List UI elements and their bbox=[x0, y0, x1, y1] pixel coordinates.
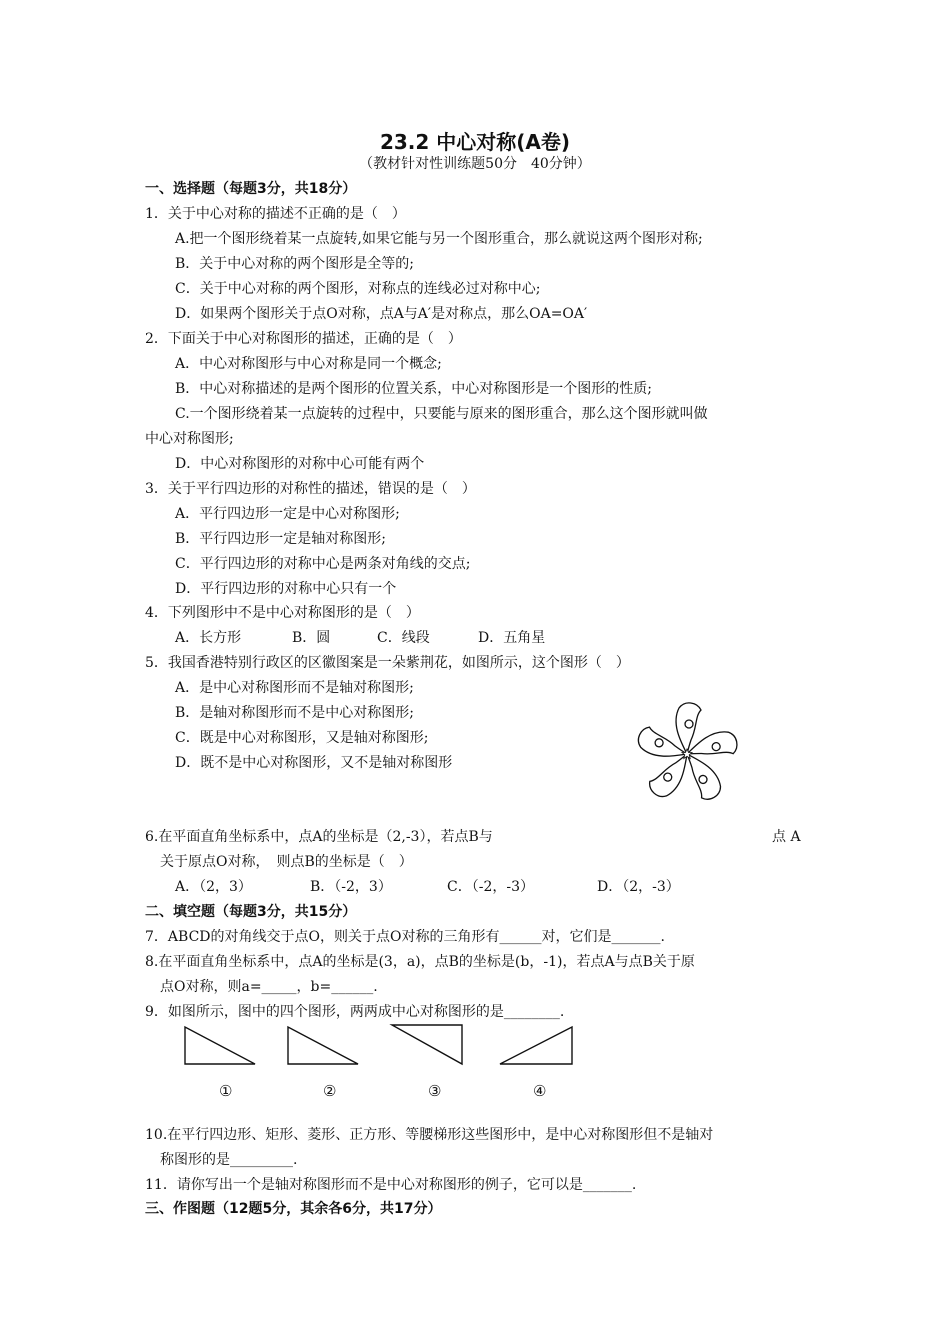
q6-stem-tail: 点 A bbox=[772, 829, 801, 845]
q9-label-4: ④ bbox=[533, 1082, 547, 1100]
q5-option-d: D．既不是中心对称图形，又不是轴对称图形 bbox=[175, 755, 453, 771]
q1-option-c: C．关于中心对称的两个图形，对称点的连线必过对称中心; bbox=[175, 281, 541, 297]
q5-option-b: B．是轴对称图形而不是中心对称图形; bbox=[175, 705, 415, 721]
q9-label-1: ① bbox=[219, 1082, 233, 1100]
q10-line2: 称图形的是_________. bbox=[160, 1152, 298, 1168]
q4-option-a: A．长方形 bbox=[175, 630, 242, 646]
page-subtitle: （教材针对性训练题50分 40分钟） bbox=[359, 156, 591, 172]
q6-option-b: B．（-2，3） bbox=[310, 879, 392, 895]
q4-option-c: C．线段 bbox=[377, 630, 430, 646]
q4-stem: 4．下列图形中不是中心对称图形的是（ ） bbox=[145, 605, 420, 621]
q5-option-a: A．是中心对称图形而不是轴对称图形; bbox=[175, 680, 414, 696]
q2-stem: 2．下面关于中心对称图形的描述，正确的是（ ） bbox=[145, 331, 462, 347]
triangle-2 bbox=[288, 1027, 358, 1064]
q9-triangles-figure bbox=[180, 1022, 580, 1070]
q6-stem: 6.在平面直角坐标系中，点A的坐标是（2,-3），若点B与 bbox=[145, 829, 493, 845]
q1-option-d: D．如果两个图形关于点O对称，点A与A′是对称点，那么OA=OA′ bbox=[175, 306, 588, 322]
q3-option-d: D．平行四边形的对称中心只有一个 bbox=[175, 581, 397, 597]
section-heading-drawing: 三、作图题（12题5分，其余各6分，共17分） bbox=[145, 1201, 442, 1217]
q9-label-2: ② bbox=[323, 1082, 337, 1100]
q11: 11．请你写出一个是轴对称图形而不是中心对称图形的例子，它可以是_______. bbox=[145, 1177, 637, 1193]
q3-option-c: C．平行四边形的对称中心是两条对角线的交点; bbox=[175, 556, 471, 572]
q9: 9．如图所示，图中的四个图形，两两成中心对称图形的是________. bbox=[145, 1004, 565, 1020]
triangle-4 bbox=[500, 1027, 572, 1064]
q2-option-a: A．中心对称图形与中心对称是同一个概念; bbox=[175, 356, 442, 372]
section-heading-fill: 二、填空题（每题3分，共15分） bbox=[145, 904, 357, 920]
section-heading-choice: 一、选择题（每题3分，共18分） bbox=[145, 181, 357, 197]
q7: 7．ABCD的对角线交于点O，则关于点O对称的三角形有______对，它们是_______. bbox=[145, 929, 665, 945]
q5-option-c: C．既是中心对称图形，又是轴对称图形; bbox=[175, 730, 429, 746]
q6-option-d: D．（2，-3） bbox=[597, 879, 680, 895]
q2-option-c-cont: 中心对称图形; bbox=[145, 431, 234, 447]
q1-option-a: A.把一个图形绕着某一点旋转,如果它能与另一个图形重合，那么就说这两个图形对称; bbox=[175, 231, 703, 247]
q6-option-a: A．（2，3） bbox=[175, 879, 252, 895]
q2-option-c: C.一个图形绕着某一点旋转的过程中，只要能与原来的图形重合，那么这个图形就叫做 bbox=[175, 406, 708, 422]
q10-line1: 10.在平行四边形、矩形、菱形、正方形、等腰梯形这些图形中，是中心对称图形但不是轴对 bbox=[145, 1127, 714, 1143]
q1-option-b: B．关于中心对称的两个图形是全等的; bbox=[175, 256, 415, 272]
q5-stem: 5．我国香港特别行政区的区徽图案是一朵紫荆花，如图所示，这个图形（ ） bbox=[145, 655, 630, 671]
q1-stem: 1．关于中心对称的描述不正确的是（ ） bbox=[145, 206, 406, 222]
triangle-1 bbox=[185, 1027, 255, 1064]
page-title: 23.2 中心对称(A卷) bbox=[379, 130, 571, 154]
bauhinia-flower-figure bbox=[632, 698, 742, 810]
q6-stem-cont: 关于原点O对称， 则点B的坐标是（ ） bbox=[160, 854, 413, 870]
q4-option-b: B．圆 bbox=[292, 630, 331, 646]
q3-stem: 3．关于平行四边形的对称性的描述，错误的是（ ） bbox=[145, 481, 476, 497]
q8-line1: 8.在平面直角坐标系中，点A的坐标是(3，a)，点B的坐标是(b，-1)，若点A与点B关于原 bbox=[145, 954, 695, 970]
q2-option-b: B．中心对称描述的是两个图形的位置关系，中心对称图形是一个图形的性质; bbox=[175, 381, 653, 397]
q2-option-d: D．中心对称图形的对称中心可能有两个 bbox=[175, 456, 425, 472]
q6-option-c: C．（-2，-3） bbox=[447, 879, 534, 895]
q4-option-d: D．五角星 bbox=[478, 630, 546, 646]
triangle-3 bbox=[392, 1025, 462, 1064]
q3-option-b: B．平行四边形一定是轴对称图形; bbox=[175, 531, 387, 547]
q8-line2: 点O对称，则a=_____，b=______. bbox=[160, 979, 378, 995]
q3-option-a: A．平行四边形一定是中心对称图形; bbox=[175, 506, 400, 522]
q9-label-3: ③ bbox=[428, 1082, 442, 1100]
